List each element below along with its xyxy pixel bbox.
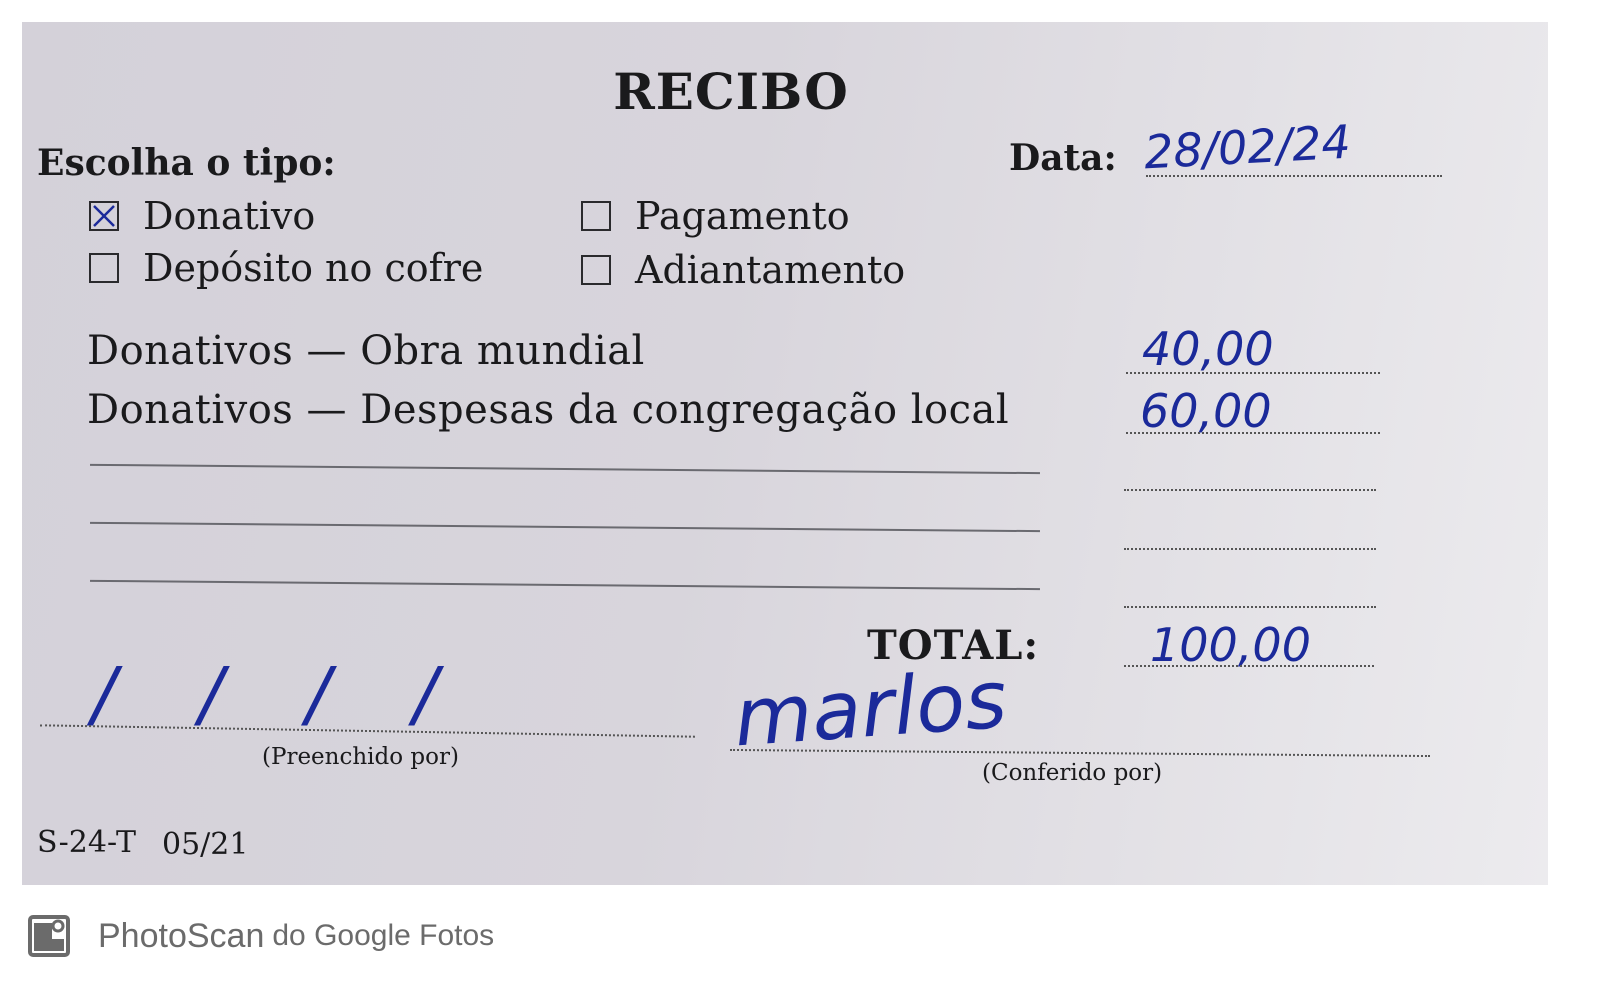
date-line: [1146, 175, 1442, 177]
date-value: 28/02/24: [1142, 114, 1352, 180]
option-donativo[interactable]: [89, 194, 315, 238]
checkmark-x-icon: [91, 203, 117, 229]
receipt-photo: [22, 22, 1548, 885]
amount-line: [1124, 606, 1376, 608]
total-label: TOTAL:: [867, 622, 1040, 669]
amount-line: [1124, 489, 1376, 491]
checkbox-donativo[interactable]: [89, 201, 119, 231]
line-item-description: Donativos — Obra mundial: [87, 328, 645, 374]
amount-line: [1126, 432, 1380, 434]
date-label: Data:: [1009, 137, 1117, 179]
total-value: 100,00: [1150, 618, 1311, 672]
checkbox-deposito[interactable]: [89, 253, 119, 283]
total-line: [1124, 665, 1374, 667]
receipt-title: RECIBO: [613, 62, 849, 121]
filled-by-caption: (Preenchido por): [262, 744, 459, 770]
option-label-pagamento: Pagamento: [635, 194, 850, 238]
line-item-description: Donativos — Despesas da congregação local: [87, 387, 1010, 433]
amount-line: [1124, 548, 1376, 550]
photoscan-icon: [28, 913, 72, 959]
checkbox-pagamento[interactable]: [581, 201, 611, 231]
blank-row-line: [90, 522, 1040, 532]
option-deposito[interactable]: [89, 246, 483, 290]
line-item-amount: 40,00: [1142, 322, 1274, 376]
option-pagamento[interactable]: [581, 194, 850, 238]
photoscan-footer: [28, 906, 494, 966]
option-label-adiantamento: Adiantamento: [635, 248, 906, 292]
blank-row-line: [90, 580, 1040, 590]
filled-by-value: / / / /: [92, 652, 468, 736]
blank-row-line: [90, 464, 1040, 474]
option-label-donativo: Donativo: [143, 194, 316, 238]
checked-by-signature: marlos: [731, 652, 1010, 765]
form-code: S-24-T: [37, 825, 137, 860]
form-version: 05/21: [162, 827, 249, 862]
option-label-deposito: Depósito no cofre: [143, 246, 484, 290]
photoscan-suffix: do Google Fotos: [272, 919, 495, 952]
amount-line: [1126, 372, 1380, 374]
type-label: Escolha o tipo:: [37, 142, 336, 184]
option-adiantamento[interactable]: [581, 248, 905, 292]
photoscan-brand: PhotoScan: [98, 916, 265, 955]
line-item-amount: 60,00: [1140, 384, 1272, 438]
checkbox-adiantamento[interactable]: [581, 255, 611, 285]
checked-by-caption: (Conferido por): [982, 760, 1163, 786]
